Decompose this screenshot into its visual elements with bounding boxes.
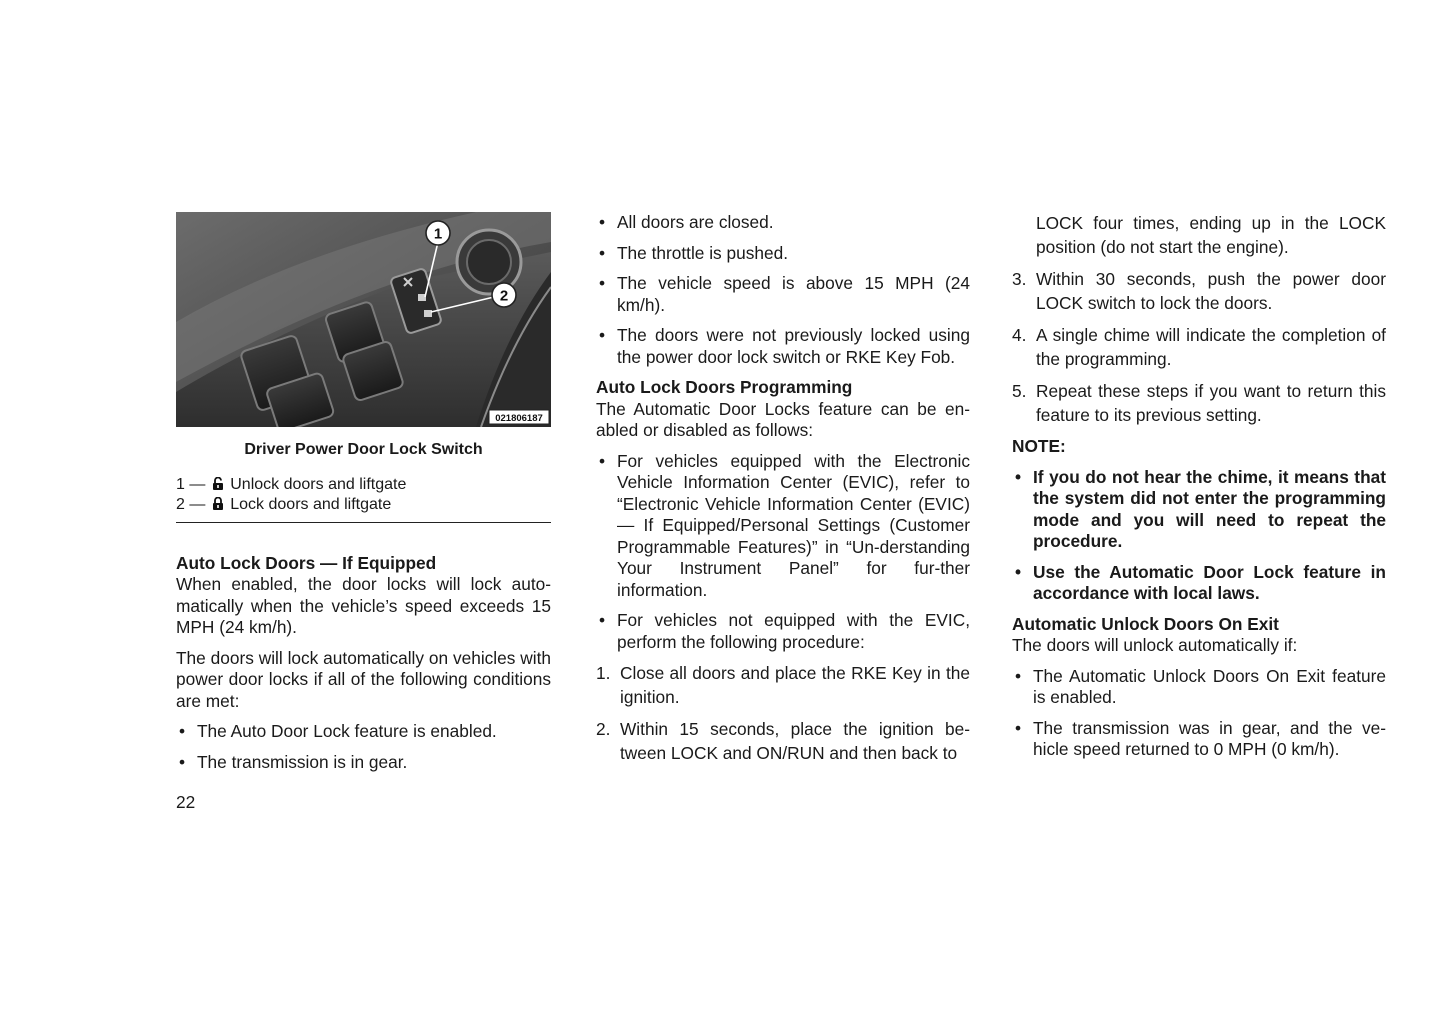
step-item xyxy=(596,662,970,709)
list-item: • The throttle is pushed. xyxy=(599,242,788,263)
list-item: • If you do not hear the chime, it means that the system did not enter the programming mode and you will need to repeat the procedure. xyxy=(1015,466,1386,551)
list-item: • For vehicles not equipped with the EVIC, perform the following procedure: xyxy=(599,610,970,652)
heading-programming: Auto Lock Doors Programming xyxy=(596,377,853,397)
list-item-text: The throttle is pushed. xyxy=(617,242,788,263)
step-item xyxy=(1012,268,1386,315)
column-left xyxy=(176,212,551,773)
legend-num-1: 1 — xyxy=(176,475,206,493)
list-item-text: If you do not hear the chime, it means that the system did not enter the programming mode and you will need to repeat the procedure. xyxy=(1033,466,1386,551)
note-label: NOTE: xyxy=(1012,436,1066,456)
list-item-text: For vehicles not equipped with the EVIC, perform the following procedure: xyxy=(617,610,970,652)
list-item-text: For vehicles equipped with the Electronic Vehicle Information Center (EVIC), refer to “Electronic Vehicle Information Center (EVIC) — If Equipped/Personal Settings (Customer Programmable Features)” in “Un-derstanding Your Instrument Panel” for fur-ther information. xyxy=(617,450,970,600)
legend-num-2: 2 — xyxy=(176,495,206,513)
step-number: 4. xyxy=(1012,325,1027,345)
list-item-text: The doors were not previously locked using the power door lock switch or RKE Key Fob. xyxy=(617,325,970,367)
step-number: 5. xyxy=(1012,381,1027,401)
unlock-icon xyxy=(212,477,224,490)
list-item: • The Auto Door Lock feature is enabled. xyxy=(179,721,497,741)
para-auto-lock-1: When enabled, the door locks will lock auto-matically when the vehicle’s speed exceeds 15 MPH (24 km/h). xyxy=(176,574,551,637)
page-number: 22 xyxy=(176,792,196,812)
column-middle xyxy=(596,212,970,765)
list-item: • The vehicle speed is above 15 MPH (24 km/h). xyxy=(599,273,970,315)
heading-auto-lock: Auto Lock Doors — If Equipped xyxy=(176,552,437,573)
legend-text-2: Lock doors and liftgate xyxy=(230,495,392,513)
para-auto-lock-2: The doors will lock automatically on vehicles with power door locks if all of the following conditions are met: xyxy=(176,647,551,711)
step-text: Within 15 seconds, place the ignition be-tween LOCK and ON/RUN and then back to xyxy=(620,719,970,763)
figure-caption: Driver Power Door Lock Switch xyxy=(244,441,483,458)
list-item: • Use the Automatic Door Lock feature in accordance with local laws. xyxy=(1015,561,1386,603)
para-unlock-on-exit: The doors will unlock automatically if: xyxy=(1012,635,1298,655)
step-number: 3. xyxy=(1012,269,1027,289)
list-item-text: The Auto Door Lock feature is enabled. xyxy=(197,721,497,741)
step-number: 2. xyxy=(596,719,611,739)
step-item xyxy=(1012,324,1386,371)
door-lock-switch-photo xyxy=(176,212,551,427)
door-panel-illustration xyxy=(176,212,551,427)
figure-legend xyxy=(176,475,551,523)
list-item-text: The Automatic Unlock Doors On Exit feature is enabled. xyxy=(1033,665,1386,707)
list-item: • The Automatic Unlock Doors On Exit feature is enabled. xyxy=(1015,665,1386,707)
para-programming: The Automatic Door Locks feature can be en-abled or disabled as follows: xyxy=(596,398,970,440)
callout-1: 1 xyxy=(433,225,443,243)
list-item-text: All doors are closed. xyxy=(617,212,774,232)
list-item: • The doors were not previously locked using the power door lock switch or RKE Key Fob. xyxy=(599,325,970,367)
list-item-text: The vehicle speed is above 15 MPH (24 km/h). xyxy=(617,273,970,315)
legend-item-unlock xyxy=(176,475,551,495)
image-code: 021806187 xyxy=(495,413,543,424)
step-number: 1. xyxy=(596,663,611,683)
list-item: • The transmission was in gear, and the ve-hicle speed returned to 0 MPH (0 km/h). xyxy=(1015,717,1386,759)
column-right xyxy=(1012,212,1386,761)
list-item-text: Use the Automatic Door Lock feature in accordance with local laws. xyxy=(1033,561,1386,603)
heading-unlock-on-exit: Automatic Unlock Doors On Exit xyxy=(1012,613,1279,634)
lock-icon xyxy=(212,497,224,510)
step-text: Within 30 seconds, push the power door LOCK switch to lock the doors. xyxy=(1036,269,1386,313)
step-text: Repeat these steps if you want to return this feature to its previous setting. xyxy=(1036,381,1386,425)
callout-2: 2 xyxy=(499,287,509,305)
step-item xyxy=(596,718,970,765)
list-item-text: The transmission was in gear, and the ve-hicle speed returned to 0 MPH (0 km/h). xyxy=(1033,717,1386,759)
list-item: • The transmission is in gear. xyxy=(179,751,408,772)
list-item: • For vehicles equipped with the Electronic Vehicle Information Center (EVIC), refer to “Electronic Vehicle Information Center (EVIC) — If Equipped/Personal Settings (Customer Programmable Features)” in “Un-derstanding Your Instrument Panel” for fur-ther information. xyxy=(599,450,970,600)
step-text: A single chime will indicate the completion of the programming. xyxy=(1036,325,1386,369)
legend-text-1: Unlock doors and liftgate xyxy=(230,475,407,493)
list-item: • All doors are closed. xyxy=(599,212,774,232)
list-item-text: The transmission is in gear. xyxy=(197,751,408,772)
legend-item-lock xyxy=(176,495,551,515)
step-2-continued: LOCK four times, ending up in the LOCK position (do not start the engine). xyxy=(1036,213,1386,257)
step-text: Close all doors and place the RKE Key in the ignition. xyxy=(620,663,970,707)
step-item xyxy=(1012,380,1386,427)
